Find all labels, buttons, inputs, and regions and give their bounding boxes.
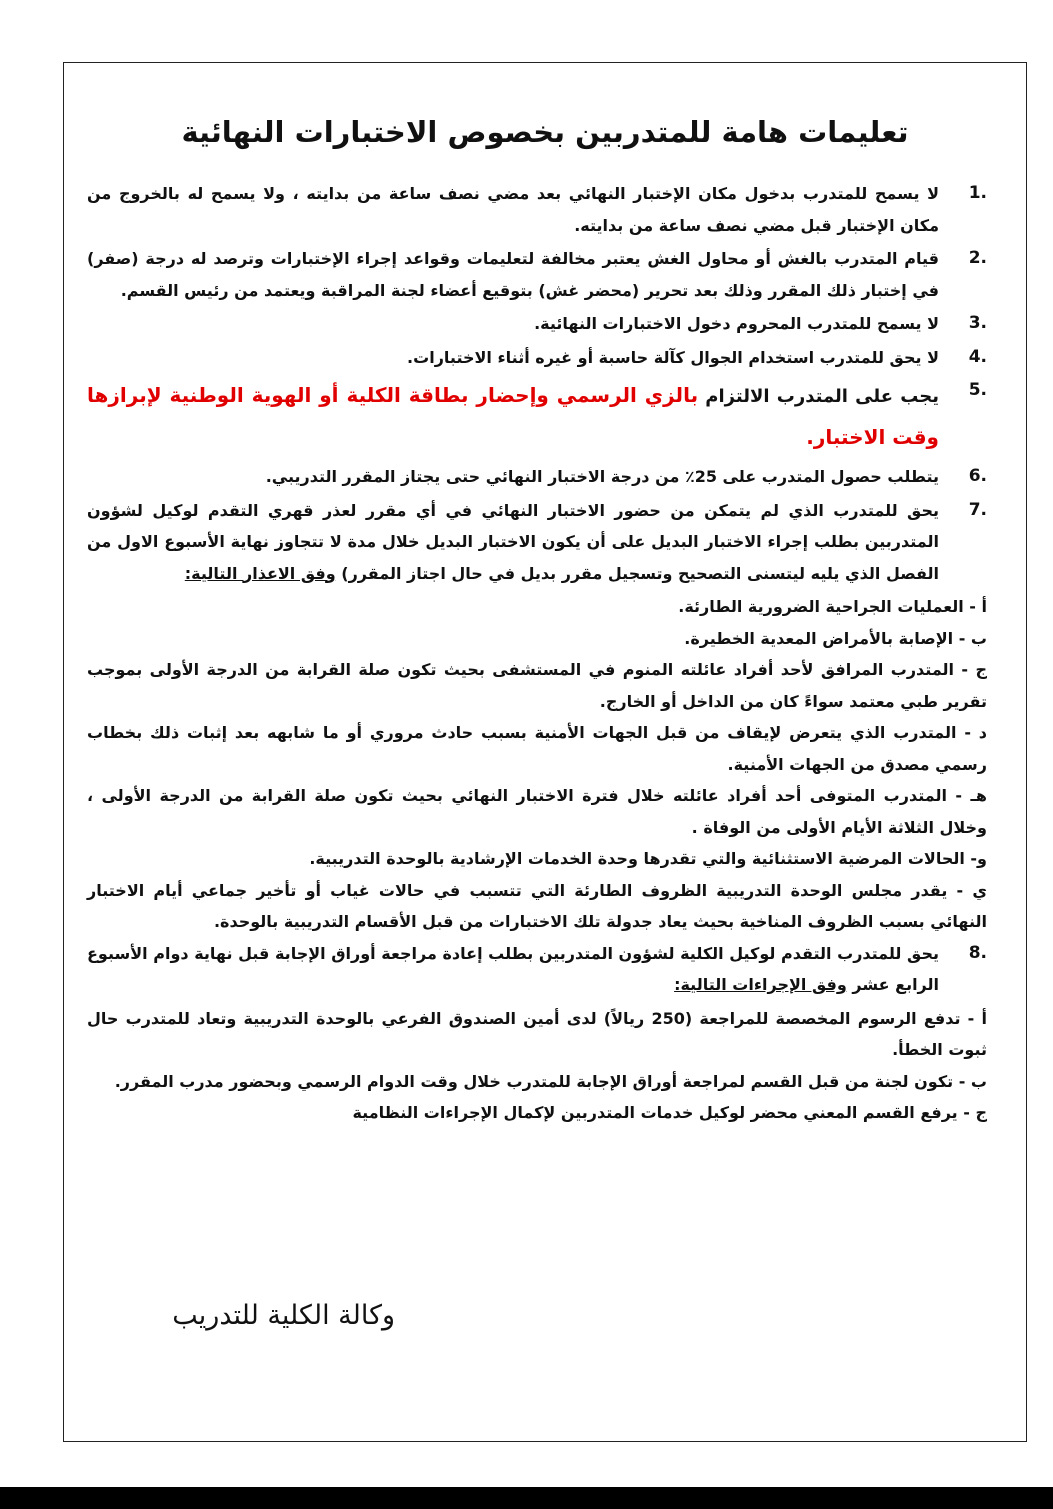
document-title: تعليمات هامة للمتدربين بخصوص الاختبارات النهائية — [181, 115, 909, 149]
item-text: قيام المتدرب بالغش أو محاول الغش يعتبر مخالفة لتعليمات وقواعد إجراء الإختبارات وترصد له درجة (صفر) في إختبار ذلك المقرر وذلك بعد تحرير (محضر غش) بتوقيع أعضاء لجنة المراقبة ويعتمد من رئيس القسم. — [87, 249, 939, 300]
item-number: 1. — [968, 183, 987, 203]
excuse-item: د - المتدرب الذي يتعرض لإيقاف من قبل الجهات الأمنية بسبب حادث مروري أو ما شابهه بعد إثبات ذلك بخطاب رسمي مصدق من الجهات الأمنية. — [87, 723, 987, 774]
item-text: يتطلب حصول المتدرب على 25٪ من درجة الاختبار النهائي حتى يجتاز المقرر التدريبي. — [265, 467, 939, 486]
item-text — [87, 938, 939, 1001]
document-body — [87, 178, 987, 1129]
excuse-item: ب - الإصابة بالأمراض المعدية الخطيرة. — [684, 628, 987, 648]
excuse-item: أ - العمليات الجراحية الضرورية الطارئة. — [678, 597, 987, 616]
item-text-body: يحق للمتدرب الذي لم يتمكن من حضور الاختبار النهائي في أي مقرر لعذر قهري التقدم لوكيل لشؤون المتدربين بطلب إجراء الاختبار البديل على أن يكون الاختبار البديل خلال مدة لا تتجاوز نهاية الأسبوع الاول من الفصل الذي يليه ليتسنى التصحيح وتسجيل مقرر بديل في حال اجتاز المقرر) — [87, 500, 939, 583]
item-text: لا يسمح للمتدرب بدخول مكان الإختبار النهائي بعد مضي نصف ساعة من بدايته ، ولا يسمح له بالخروج من مكان الإختبار قبل مضي نصف ساعة من بدايته. — [87, 184, 939, 235]
item-number: 6. — [968, 466, 987, 486]
item-text-body: يحق للمتدرب التقدم لوكيل الكلية لشؤون المتدربين بطلب إعادة مراجعة أوراق الإجابة قبل نهاية دوام الأسبوع الرابع عشر — [87, 943, 939, 994]
item-text: لا يحق للمتدرب استخدام الجوال كآلة حاسبة أو غيره أثناء الاختبارات. — [407, 347, 939, 367]
item-text — [87, 495, 939, 590]
instruction-item-8 — [87, 938, 987, 1001]
procedure-item: أ - تدفع الرسوم المخصصة للمراجعة (250 ريالاً) لدى أمين الصندوق الفرعي بالوحدة التدريبية وتعاد للمتدرب حال ثبوت الخطأ. — [87, 1008, 987, 1059]
procedure-item: ب - تكون لجنة من قبل القسم لمراجعة أوراق الإجابة للمتدرب خلال وقت الدوام الرسمي وبحضور مدرب المقرر. — [114, 1071, 987, 1091]
bottom-bar — [0, 1487, 1053, 1509]
item-number: 2. — [968, 248, 987, 268]
item-number: 3. — [968, 313, 987, 333]
instruction-item-2 — [87, 243, 987, 306]
item-number: 4. — [968, 346, 987, 367]
procedure-item: ج - يرفع القسم المعني محضر لوكيل خدمات المتدربين لإكمال الإجراءات النظامية — [352, 1103, 987, 1122]
excuse-item: ج - المتدرب المرافق لأحد أفراد عائلته المنوم في المستشفى بحيث تكون صلة القرابة من الدرجة الأولى بموجب تقرير طبي معتمد سواءً كان من الداخل أو الخارج. — [87, 660, 987, 711]
instruction-item-7 — [87, 495, 987, 590]
underlined-text: وفق الإجراءات التالية: — [674, 975, 847, 994]
signature: وكالة الكلية للتدريب — [172, 1300, 395, 1331]
item-text: لا يسمح للمتدرب المحروم دخول الاختبارات النهائية. — [534, 314, 939, 333]
instruction-item-6 — [87, 461, 987, 493]
highlighted-text: بالزي الرسمي وإحضار بطاقة الكلية أو الهوية الوطنية لإبرازها وقت الاختبار. — [87, 383, 939, 449]
underlined-text: وفق الاعذار التالية: — [184, 563, 336, 583]
item-text — [87, 375, 939, 459]
instruction-item-1 — [87, 178, 987, 241]
excuse-item: هـ - المتدرب المتوفى أحد أفراد عائلته خلال فترة الاختبار النهائي بحيث تكون صلة القرابة من الدرجة الأولى ، وخلال الثلاثة الأيام الأولى من الوفاة . — [87, 786, 987, 837]
instruction-item-5 — [87, 375, 987, 459]
instruction-item-4 — [87, 342, 987, 374]
item-number: 7. — [968, 499, 987, 520]
item-number: 8. — [968, 942, 987, 963]
excuse-item: ي - يقدر مجلس الوحدة التدريبية الظروف الطارئة التي تتسبب في حالات غياب أو تأخير جماعي أيام الاختبار النهائي بسبب الظروف المناخية بحيث يعاد جدولة تلك الاختبارات من قبل الأقسام التدريبية بالوحدة. — [87, 880, 987, 931]
signature-block — [95, 1300, 395, 1331]
item-number: 5. — [968, 380, 987, 400]
item-text-prefix: يجب على المتدرب الالتزام — [698, 386, 939, 407]
instruction-item-3 — [87, 308, 987, 340]
excuse-item: و- الحالات المرضية الاستثنائية والتي تقدرها وحدة الخدمات الإرشادية بالوحدة التدريبية. — [309, 849, 987, 868]
